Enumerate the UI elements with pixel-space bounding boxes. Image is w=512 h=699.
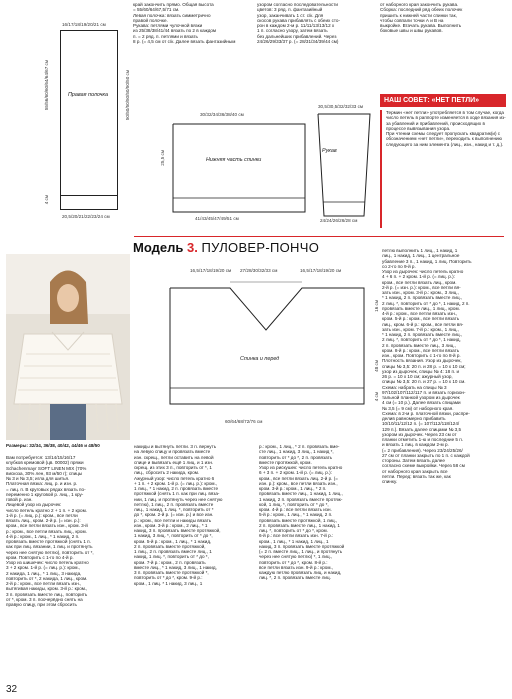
model-number: 3. (186, 240, 198, 255)
tip-header: НАШ СОВЕТ: «НЕТ ПЕТЛИ» (380, 94, 506, 107)
model-prefix: Модель (133, 240, 184, 255)
schema-front-outline (60, 30, 118, 210)
page-number: 32 (6, 684, 18, 695)
dim-sleeve-top: 30,5/30,5/32/32/33 см (318, 104, 364, 109)
dim-back-side: 25,5 см (160, 150, 165, 166)
model-title (133, 240, 319, 255)
dim-poncho-width: 60/64/68/72/76 см (225, 419, 263, 424)
dim-front-top: 16/17/18/19/20/21 см (62, 22, 106, 27)
text-col-top-2: узором согласно последовательности цветов: 3 ряд. п. фантазийный узор, заканчивать 1 ст. с/к. Для скосов рукава прибавлять с обеих сто- рон в каждом 2-м р. 11/11/13/13/12 х 1 п. согласно узору, затем вязать без дальнейших прибавлений. Через 24/26/29/33/37 р. (= 28/31/34/39/44 см) (257, 2, 341, 44)
schema-back-outline (165, 118, 313, 218)
model-photo-illustration (6, 254, 130, 440)
dim-poncho-hem: 4 см (374, 392, 379, 402)
dim-poncho-shoulder-l: 16,5/17/18/19/20 см (190, 268, 232, 273)
dim-front-side: 50/50/50/50/50/50/50 см (125, 70, 130, 121)
text-col-low-2: накиды и вытянуть петли. 3 п. вернуть на левую спицу и провязать вместе изн. скрещ., петли оставить на левой спице и вывязать ещё 1 лиц. и 1 изн. скрещ. из этих 3 п., повторить от *, 1 лиц., сбросить 2 накида, кром. Ажурный узор: число петель кратно 6 + 1 п. + 2 кром. 1-й р. (= лиц. р.): кром., 1 лиц., * 1 накид, 2 п. провязать вместе протяжкой (снять 1 п. как при лиц. вяза- нии, 1 лиц. и протянуть через нее снятую петлю), 1 лиц., 2 п. провязать вместе лиц., 1 накид, 1 лиц. *, повторить от * до *, кром. 2-й р. (= изн. р.) и все изн. р.: кром., все петли и накиды вязать изн., кром. 3-й р.: кром., 2 лиц., * 1 накид, 3 п. провязать вместе протяжкой, 1 накид, 3 лиц. *, повторить от * до *, кром. 5-й р.: кром., 1 лиц., * 1 накид, 2 п. провязать вместе протяжкой, 1 лиц., 2 п. провязать вместе лиц., 1 накид, 1 лиц. *, повторить от * до *, кром. 7-й р.: кром., 2 п. провязать вместе лиц., * 1 накид, 3 лиц., 1 накид, 3 п. провязать вместе протяжкой *, повторить от * до *, кром. 9-й р.: кром., 1 лиц. * 1 накид, 3 лиц., 1 (134, 444, 223, 586)
schema-poncho-label: Спинка и перед (240, 356, 280, 362)
sizes-line: Размеры: 32/34, 36/38, 40/42, 44/46 и 48/50 (6, 443, 100, 448)
dim-poncho-depth: 16 см (374, 300, 379, 312)
dim-poncho-neck: 27/28/30/32/33 см (240, 268, 278, 273)
dim-front-hem: 4 см (44, 195, 49, 205)
text-col-low-3: р.: кром., 1 лиц., * 2 п. провязать вме- сте лиц., 1 накид, 3 лиц., 1 накид *, повторить от * до *, 2 п. провязать вместе протяжкой, кром. Узор из рискушек: число петель кратно 6 + 3 п. + 2 кром. 1-й р. (= лиц. р.): кром., все петли вязать лиц. 2-й р. (= изн. р.): кром., все петли вязать изн., кром. 3-й р.: кром., 1 лиц., * 2 п. провязать вместе лиц., 1 накид, 1 лиц., 1 накид, 2 п. провязать вместе протяж- кой, 1 лиц. *, повторить от * до *, кром. 4-й р.: все петли вязать изн. 5-й р.: кром., 1 лиц., * 1 накид, 2 п. провязать вместе протяжкой, 1 лиц., 2 п. провязать вместе лиц., 1 накид, 1 лиц. *, повторить от * до *, кром. 6-й р.: все петли вязать изн. 7-й р.: кром., 1 лиц., * 1 накид, 1 лиц., 1 накид, 3 п. провязать вместе протяжкой (= 2 п. вместе лиц., 1 лиц., и протянуть через нее снятую петлю) *, 1 лиц., повторить от * до *, кром. 8-й р.: все петли вязать изн. 9-й р.: кром., каждую петлю провязать лиц. и накид, лиц. *, 2 п. провязать вместе лиц. (259, 444, 345, 581)
model-name: ПУЛОВЕР-ПОНЧО (201, 240, 320, 255)
dim-poncho-length: 48 см (374, 360, 379, 372)
model-photo (6, 254, 130, 440)
schema-back-label: Нижняя часть спинки (206, 157, 262, 163)
title-rule (134, 236, 504, 237)
schema-sleeve-label: Рукав (322, 148, 337, 154)
dim-front-height: 55/56/60/60/64/64/67 см (44, 60, 49, 111)
dim-front-bottom: 20,5/20/21/22/23/24 см (62, 214, 110, 219)
dim-back-bottom: 41/43/45/47/49/51 см (195, 216, 239, 221)
text-col-right: петлю выполнить 1 лиц., 1 накид, 1 лиц., 1 накид, 1 лиц., 1 центральное убавление 3 п., 1 накид, 1 лиц. Повторить со 2-го по 9-й р. Узор из дырочек: число петель кратно 4 + 6 п. + 2 кром. 1-й р. (= лиц. р.): кром., все петли вязать лиц., кром. 2-й р. (= изн. р.): кром., все петли вя- зать изн., кром. 3-й р.: кром., 3 лиц., * 1 накид, 2 п. провязать вместе лиц., 2 лиц. *, повторить от * до *, 1 накид, 2 п. провязать вместе лиц., 1 лиц., кром. 4-й р.: кром., все петли вязать изн., кром. 5-й р.: кром., все петли вязать лиц., кром. 6-й р.: кром., все петли вя- зать изн., кром. 7-й р.: кром., 1 лиц., * 1 накид, 2 п. провязать вместе лиц., 2 лиц. *, повторить от * до *, 1 накид, 2 п. провязать вместе лиц., 3 лиц., кром. 8-й р.: кром., все петли вязать изн., кром. Повторить с 1-го по 8-й р. Плотность вязания. Узор из дырочек, спицы № 3,5: 20 п. и 28 р. = 10 х 10 см; узор из дырочек, спицы № 4: 18 п. и 26 р. = 10 х 10 см; ажурный узор, спицы № 3,5: 20 п. и 27 р. = 10 х 10 см. Схема: набрать на спицы № 3 97/102/107/112/117 п. и вязать горизон- тальной планкой узором из дырочек 4 см (= 10 р.). Далее вязать спицами № 3,5 (= 9 см) от наборного края. Схема: в 2-м р. платочной вязки, распре- делив равномерно прибавить 10/10/11/12/12 п. (= 107/112/118/124/ 129 п.). Вязать далее спицами № 3,5 узором из дырочек. Через 23 см от планки отметить 1-ю и последние 5 п. и вязать 1 лиц. в каждом 2-м р. (= 2 прибавления). Через 23/24/25/26/ 27 см от планки закрыть по 1 п. с каждой стороны. Затем вязать далее согласно схеме выкройки. Через 58 см от наборного края закрыть все петли. Перед: вязать так же, как спинку. (382, 248, 472, 484)
tip-body: Термин «нет петли» употребляется в том случае, когда число петель в раппорте изменяется в ходе вязания из-за убавлений и прибавлений, происходящих в процессе вывязывания узора. При чтении схемы следует пропускать квадратик(и) с обозначением «нет петли», переходить к выполнению следующего за ним элемента (лиц., изн., накид и т. д.). (380, 110, 506, 228)
text-col-top-3: от наборного края закончить рукава. Сборка: последний ряд обеих полочек пришить к нижней части спинки так, чтобы совпали точки А и В на выкройке. Втачать рукава. Выполнить боковые швы и швы рукавов. (380, 2, 463, 34)
schema-front-label: Правая полочка (68, 92, 108, 98)
schema-poncho-outline (160, 268, 378, 418)
dim-sleeve-bottom: 24/24/26/26/28 см (320, 218, 358, 223)
schema-sleeve-outline (316, 110, 372, 220)
schema-front-hem (60, 195, 118, 210)
text-col-low-1: Вам потребуется: 13/14/15/16/17 клубков кремовой (цв. 00002) пряжи Schachenmayr SOFT LINEN MIX (70% вискоза, 30% лен, 93 м/50 г); спицы № 3 и № 3,5; игла для шитья. Платочная вязка: лиц. р. и изн. р. = лиц. п. В круговых рядах вязать по- переменно 1 круговой р. лиц., 1 кру- говой р. изн. Лицевой узор из дырочек: число петель кратно 2 + 1 п. + 2 кром. 1-й р. (= лиц. р.): кром., все петли вязать лиц., кром. 2-й р. (= изн. р.): кром., все петли вязать изн., кром. 3-й р.: кром., все петли вязать лиц., кром. 4-й р.: кром., 1 лиц., * 1 накид, 2 п. провязать вместе протяжкой (снять 1 п. как при лиц. вязании, 1 лиц. и протянуть через нее снятую петлю), повторить от *, кром. Повторить с 1-го по 4-й р. Узор из шишечек: число петель кратно 3 + 2 кром. 1-й р. (= лиц. р.): кром., 2 накида, 1 лиц., * 1 лиц., 3 накида, повторить от *, 2 накида, 1 лиц., кром. 2-й р.: кром., все петли вязать изн., вытягивая накиды, кром. 3-й р.: кром., 3 п. провязать вместе лиц., повторить от *, кром. 3 п. поочерёдно снять на правую спицу, при этом сбросить (6, 455, 94, 607)
dim-back-top: 30/32/34/36/38/40 см (200, 112, 244, 117)
dim-poncho-shoulder-r: 16,5/17/18/19/20 см (300, 268, 342, 273)
text-col-top-1: край закончить прямо. Общая высота = 55/60/64/67,5/71 см. Левая полочка: вязать симметрично правой полочке. Рукава: петлями чулочной вязки из 25/38/38/41/44 вязать по 2 в каждом п. = 2 ряд. п. петлями и вязать 8 р. (= 4,5 см от с/к. Далее вязать фантазийным (133, 2, 236, 44)
